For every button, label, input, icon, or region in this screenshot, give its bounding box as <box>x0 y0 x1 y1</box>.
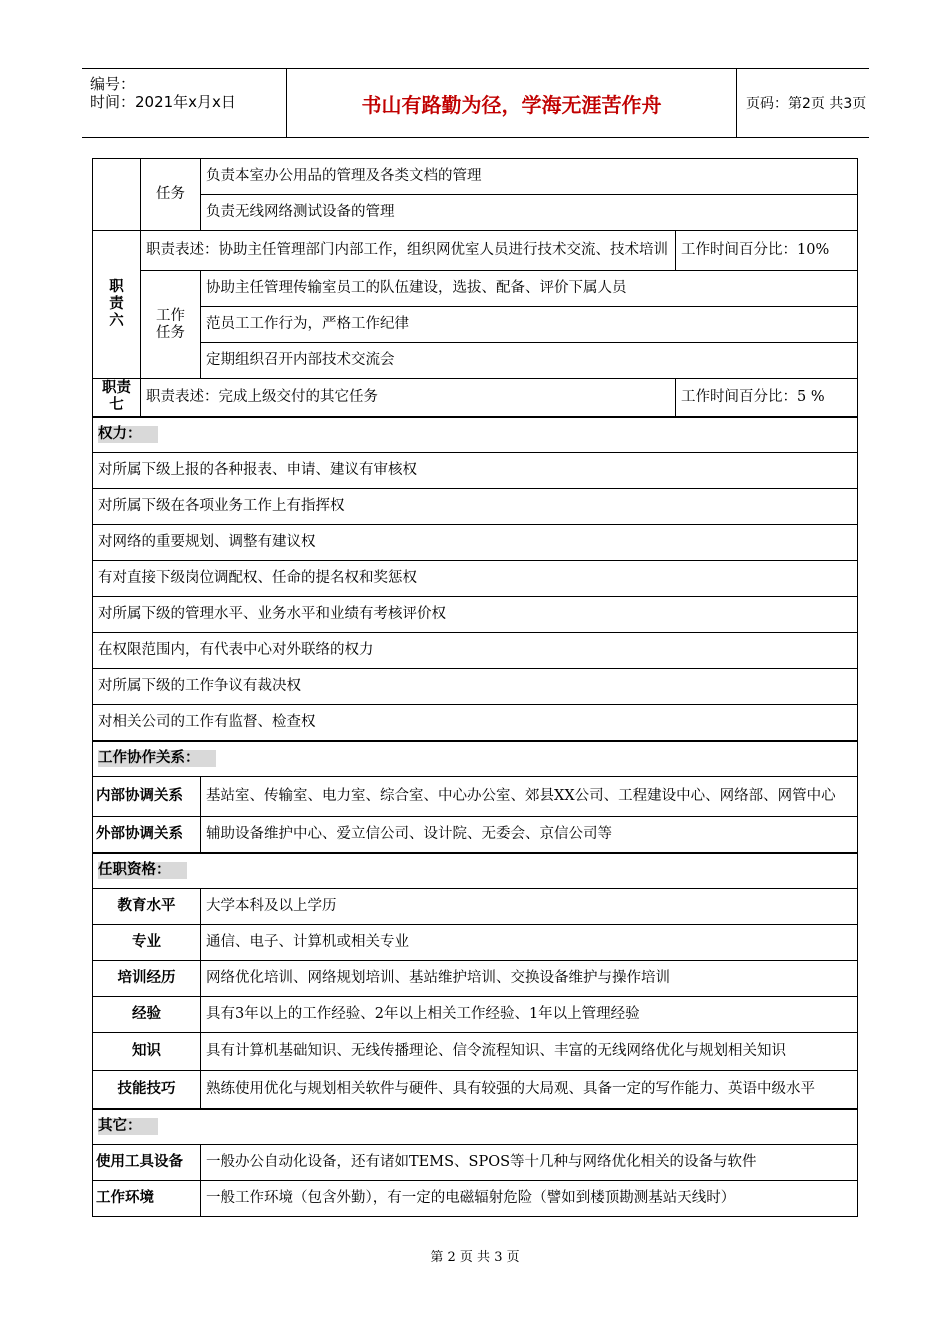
table-row <box>93 195 858 231</box>
power-item: 有对直接下级岗位调配权、任命的提名权和奖惩权 <box>93 561 858 597</box>
duty7-label: 职责七 <box>93 379 141 417</box>
page-header <box>82 68 869 138</box>
other-title: 其它： <box>98 1118 158 1135</box>
table-row <box>93 1109 858 1145</box>
table-row <box>93 889 858 925</box>
task-item: 负责本室办公用品的管理及各类文档的管理 <box>201 159 858 195</box>
other-value: 一般工作环境（包含外勤），有一定的电磁辐射危险（譬如到楼顶勘测基站天线时） <box>201 1181 858 1217</box>
task-item: 定期组织召开内部技术交流会 <box>201 343 858 379</box>
other-value: 一般办公自动化设备，还有诸如TEMS、SPOS等十几种与网络优化相关的设备与软件 <box>201 1145 858 1181</box>
task-item: 协助主任管理传输室员工的队伍建设，选拔、配备、评价下属人员 <box>201 271 858 307</box>
table-row <box>93 597 858 633</box>
table-row <box>93 159 858 195</box>
table-row <box>93 1145 858 1181</box>
qual-value: 熟练使用优化与规划相关软件与硬件、具有较强的大局观、具备一定的写作能力、英语中级水平 <box>201 1071 858 1109</box>
other-label: 工作环境 <box>93 1181 201 1217</box>
qual-value: 大学本科及以上学历 <box>201 889 858 925</box>
table-row <box>93 417 858 453</box>
duty6-task-label: 工作任务 <box>141 271 201 379</box>
table-row <box>93 817 858 853</box>
duty6-desc: 职责表述：协助主任管理部门内部工作，组织网优室人员进行技术交流、技术培训 <box>141 231 676 271</box>
cooperation-title: 工作协作关系： <box>98 750 216 767</box>
qual-value: 网络优化培训、网络规划培训、基站维护培训、交换设备维护与操作培训 <box>201 961 858 997</box>
qual-value: 具有3年以上的工作经验、2年以上相关工作经验、1年以上管理经验 <box>201 997 858 1033</box>
table-row <box>93 669 858 705</box>
duty-label-empty <box>93 159 141 231</box>
task-item: 负责无线网络测试设备的管理 <box>201 195 858 231</box>
qual-label: 经验 <box>93 997 201 1033</box>
table-row <box>93 561 858 597</box>
qual-label: 专业 <box>93 925 201 961</box>
header-motto-cell <box>286 69 737 137</box>
table-row <box>93 853 858 889</box>
table-row <box>93 525 858 561</box>
table-row <box>93 777 858 817</box>
job-description-table <box>92 158 858 1217</box>
powers-title: 权力： <box>98 426 158 443</box>
page-footer: 第 2 页 共 3 页 <box>430 1250 520 1265</box>
table-row <box>93 961 858 997</box>
task-item: 范员工工作行为，严格工作纪律 <box>201 307 858 343</box>
qual-label: 知识 <box>93 1033 201 1071</box>
powers-title-cell <box>93 417 858 453</box>
motto: 书山有路勤为径，学海无涯苦作舟 <box>361 92 662 117</box>
internal-value: 基站室、传输室、电力室、综合室、中心办公室、郊县XX公司、工程建设中心、网络部、网管中心 <box>201 777 858 817</box>
doc-date: 时间：2021年x月x日 <box>90 93 236 111</box>
table-row <box>93 343 858 379</box>
table-row <box>93 705 858 741</box>
table-row <box>93 453 858 489</box>
duty6-label: 职责六 <box>93 231 141 379</box>
cooperation-title-cell <box>93 741 858 777</box>
header-page-cell <box>736 69 869 137</box>
qual-label: 技能技巧 <box>93 1071 201 1109</box>
power-item: 对所属下级的管理水平、业务水平和业绩有考核评价权 <box>93 597 858 633</box>
page-info: 页码：第2页 共3页 <box>746 96 867 112</box>
table-row <box>93 489 858 525</box>
power-item: 对所属下级上报的各种报表、申请、建议有审核权 <box>93 453 858 489</box>
task-label: 任务 <box>141 159 201 231</box>
table-row <box>93 741 858 777</box>
power-item: 对网络的重要规划、调整有建议权 <box>93 525 858 561</box>
duty7-desc: 职责表述：完成上级交付的其它任务 <box>141 379 676 417</box>
table-row <box>93 1033 858 1071</box>
power-item: 在权限范围内，有代表中心对外联络的权力 <box>93 633 858 669</box>
header-meta <box>82 69 286 137</box>
qual-label: 培训经历 <box>93 961 201 997</box>
external-label: 外部协调关系 <box>93 817 201 853</box>
internal-label: 内部协调关系 <box>93 777 201 817</box>
qualifications-title: 任职资格： <box>98 862 187 879</box>
other-title-cell <box>93 1109 858 1145</box>
external-value: 辅助设备维护中心、爱立信公司、设计院、无委会、京信公司等 <box>201 817 858 853</box>
table-row <box>93 925 858 961</box>
power-item: 对所属下级在各项业务工作上有指挥权 <box>93 489 858 525</box>
table-row <box>93 231 858 271</box>
other-label: 使用工具设备 <box>93 1145 201 1181</box>
table-row <box>93 1071 858 1109</box>
qual-value: 具有计算机基础知识、无线传播理论、信令流程知识、丰富的无线网络优化与规划相关知识 <box>201 1033 858 1071</box>
table-row <box>93 379 858 417</box>
table-row <box>93 997 858 1033</box>
power-item: 对所属下级的工作争议有裁决权 <box>93 669 858 705</box>
table-row <box>93 633 858 669</box>
duty6-percent: 工作时间百分比：10% <box>676 231 858 271</box>
table-row <box>93 307 858 343</box>
qualifications-title-cell <box>93 853 858 889</box>
table-row <box>93 1181 858 1217</box>
qual-value: 通信、电子、计算机或相关专业 <box>201 925 858 961</box>
duty7-percent: 工作时间百分比：5 % <box>676 379 858 417</box>
doc-number-label: 编号： <box>90 75 136 93</box>
qual-label: 教育水平 <box>93 889 201 925</box>
power-item: 对相关公司的工作有监督、检查权 <box>93 705 858 741</box>
table-row <box>93 271 858 307</box>
